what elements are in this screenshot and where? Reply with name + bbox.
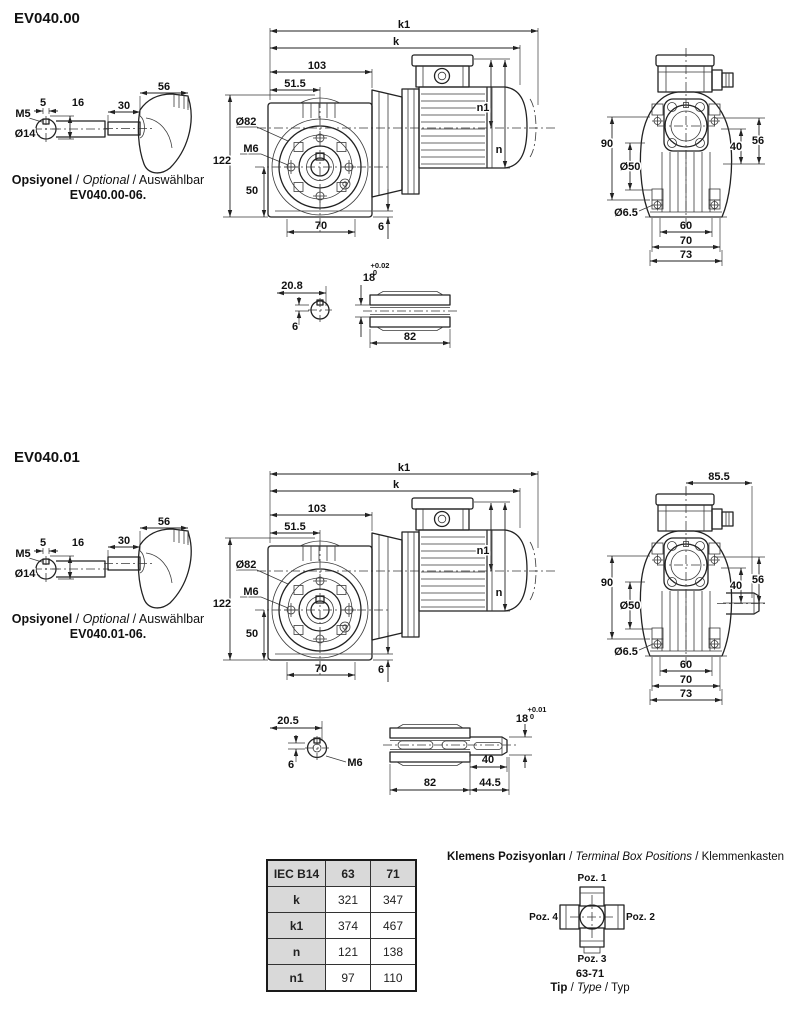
caption-sep: /	[129, 173, 139, 187]
dim-label: 50	[245, 628, 259, 640]
caption-en: Optional	[82, 173, 130, 187]
table-cell: 467	[371, 913, 417, 939]
dim-label: 20.8	[281, 280, 303, 292]
type-sep: /	[601, 982, 612, 994]
poz-4-label: Poz. 4	[529, 912, 558, 923]
dim-label: Ø6.5	[614, 646, 638, 658]
table-cell: 97	[326, 965, 371, 992]
dim-label: k	[392, 36, 400, 48]
dim-label: n1	[476, 102, 490, 114]
dim-label: 103	[307, 503, 327, 515]
dim-label: 122	[212, 598, 232, 610]
heading-sep: /	[692, 851, 702, 863]
table-cell: 121	[326, 939, 371, 965]
dim-label: 70	[314, 663, 328, 675]
dim-label: 16	[71, 537, 85, 549]
corner-drawing-2	[100, 515, 205, 615]
optional-caption	[8, 612, 208, 642]
table-row	[267, 965, 416, 992]
table-row	[267, 939, 416, 965]
dim-label: 6	[287, 759, 295, 771]
dim-label: Ø14	[14, 568, 36, 580]
dim-label: Ø50	[619, 600, 641, 612]
caption-sep: /	[72, 173, 83, 187]
dim-label: 70	[314, 220, 328, 232]
dim-label: 51.5	[284, 78, 306, 90]
table-cell: k	[267, 887, 326, 913]
table-row	[267, 887, 416, 913]
type-de: Typ	[611, 982, 630, 994]
dim-label: 73	[679, 249, 693, 261]
corner-drawing-1	[100, 80, 205, 180]
dim-label: 90	[600, 577, 614, 589]
type-tr: Tip	[550, 982, 568, 994]
dim-label: 6	[377, 664, 385, 676]
dim-label: Ø14	[14, 128, 36, 140]
caption-code: EV040.01-06.	[69, 627, 147, 641]
terminal-box-heading	[447, 851, 784, 863]
tolerance-label: +0.01	[527, 705, 547, 714]
dim-label: 16	[71, 97, 85, 109]
tolerance-label: 0	[372, 268, 378, 277]
dim-label: 18	[362, 272, 376, 284]
heading-en: Terminal Box Positions	[575, 851, 693, 863]
caption-tr: Opsiyonel	[11, 173, 73, 187]
poz-1-label: Poz. 1	[577, 873, 607, 884]
dim-label: 122	[212, 155, 232, 167]
type-label	[520, 982, 660, 994]
dim-label: 40	[481, 754, 495, 766]
dim-label: 56	[751, 574, 765, 586]
table-header-cell: IEC B14	[267, 860, 326, 887]
heading-tr: Klemens Pozisyonları	[447, 851, 566, 863]
section-title: EV040.01	[14, 449, 80, 466]
section-title: EV040.00	[14, 10, 80, 27]
heading-sep: /	[565, 851, 576, 863]
caption-code: EV040.00-06.	[69, 188, 147, 202]
tolerance-label: 0	[529, 712, 535, 721]
dim-label: k1	[397, 19, 411, 31]
dim-label: 30	[117, 100, 131, 112]
dim-label: k	[392, 479, 400, 491]
shaft-end-drawing-1	[8, 90, 108, 170]
dim-label: 51.5	[284, 521, 306, 533]
dim-label: 5	[39, 537, 47, 549]
dim-label: 85.5	[708, 471, 730, 483]
table-header-cell: 71	[371, 860, 417, 887]
dim-label: Ø82	[235, 116, 257, 128]
dim-label: 6	[291, 321, 299, 333]
type-sep: /	[567, 982, 577, 994]
caption-en: Optional	[82, 612, 130, 626]
table-cell: 321	[326, 887, 371, 913]
hollow-shaft-drawing-1	[265, 255, 495, 355]
dim-label: n	[495, 587, 503, 599]
side-view-drawing-1	[205, 15, 560, 250]
terminal-positions-diagram	[529, 872, 655, 967]
dim-label: Ø6.5	[614, 207, 638, 219]
dim-label: 82	[403, 331, 417, 343]
dim-label: 56	[751, 135, 765, 147]
table-cell: 374	[326, 913, 371, 939]
poz-3-label: Poz. 3	[577, 954, 607, 965]
dim-label: M5	[15, 548, 31, 560]
dim-label: n1	[476, 545, 490, 557]
size-range-label: 63-71	[575, 968, 605, 980]
dim-label: 18	[515, 713, 529, 725]
caption-de: Auswählbar	[138, 173, 205, 187]
tolerance-label: +0.02	[370, 261, 390, 270]
dim-label: k1	[397, 462, 411, 474]
caption-tr: Opsiyonel	[11, 612, 73, 626]
caption-sep: /	[72, 612, 83, 626]
dim-label: 6	[377, 221, 385, 233]
dim-label: Ø82	[235, 559, 257, 571]
dim-label: 60	[679, 659, 693, 671]
dim-label: 56	[157, 81, 171, 93]
rear-view-drawing-2	[595, 440, 808, 715]
shaft-end-drawing-2	[8, 530, 108, 610]
table-cell: 347	[371, 887, 417, 913]
dim-label: M5	[15, 108, 31, 120]
dim-label: 56	[157, 516, 171, 528]
caption-de: Auswählbar	[138, 612, 205, 626]
side-view-drawing-2	[205, 458, 560, 693]
dim-label: n	[495, 144, 503, 156]
optional-caption	[8, 173, 208, 203]
dim-label: M6	[243, 586, 259, 598]
table-cell: k1	[267, 913, 326, 939]
table-cell: n1	[267, 965, 326, 992]
heading-de: Klemmenkasten	[701, 851, 785, 863]
caption-sep: /	[129, 612, 139, 626]
rear-view-drawing-1	[595, 40, 808, 285]
dim-label: 82	[423, 777, 437, 789]
type-en: Type	[576, 982, 602, 994]
dim-label: 90	[600, 138, 614, 150]
dim-label: 40	[729, 580, 743, 592]
table-cell: n	[267, 939, 326, 965]
dim-label: 20.5	[277, 715, 299, 727]
dim-label: Ø50	[619, 161, 641, 173]
dim-label: M6	[243, 143, 259, 155]
table-cell: 110	[371, 965, 417, 992]
hollow-shaft-drawing-2	[260, 700, 545, 805]
dim-label: 60	[679, 220, 693, 232]
table-header-cell: 63	[326, 860, 371, 887]
table-cell: 138	[371, 939, 417, 965]
dim-label: 30	[117, 535, 131, 547]
poz-2-label: Poz. 2	[626, 912, 655, 923]
dim-label: 73	[679, 688, 693, 700]
dim-label: M6	[347, 757, 363, 769]
dim-label: 70	[679, 235, 693, 247]
dim-label: 44.5	[479, 777, 501, 789]
dim-label: 50	[245, 185, 259, 197]
dim-label: 40	[729, 141, 743, 153]
dimension-table	[266, 859, 417, 992]
dim-label: 70	[679, 674, 693, 686]
table-row	[267, 913, 416, 939]
dim-label: 5	[39, 97, 47, 109]
dim-label: 103	[307, 60, 327, 72]
